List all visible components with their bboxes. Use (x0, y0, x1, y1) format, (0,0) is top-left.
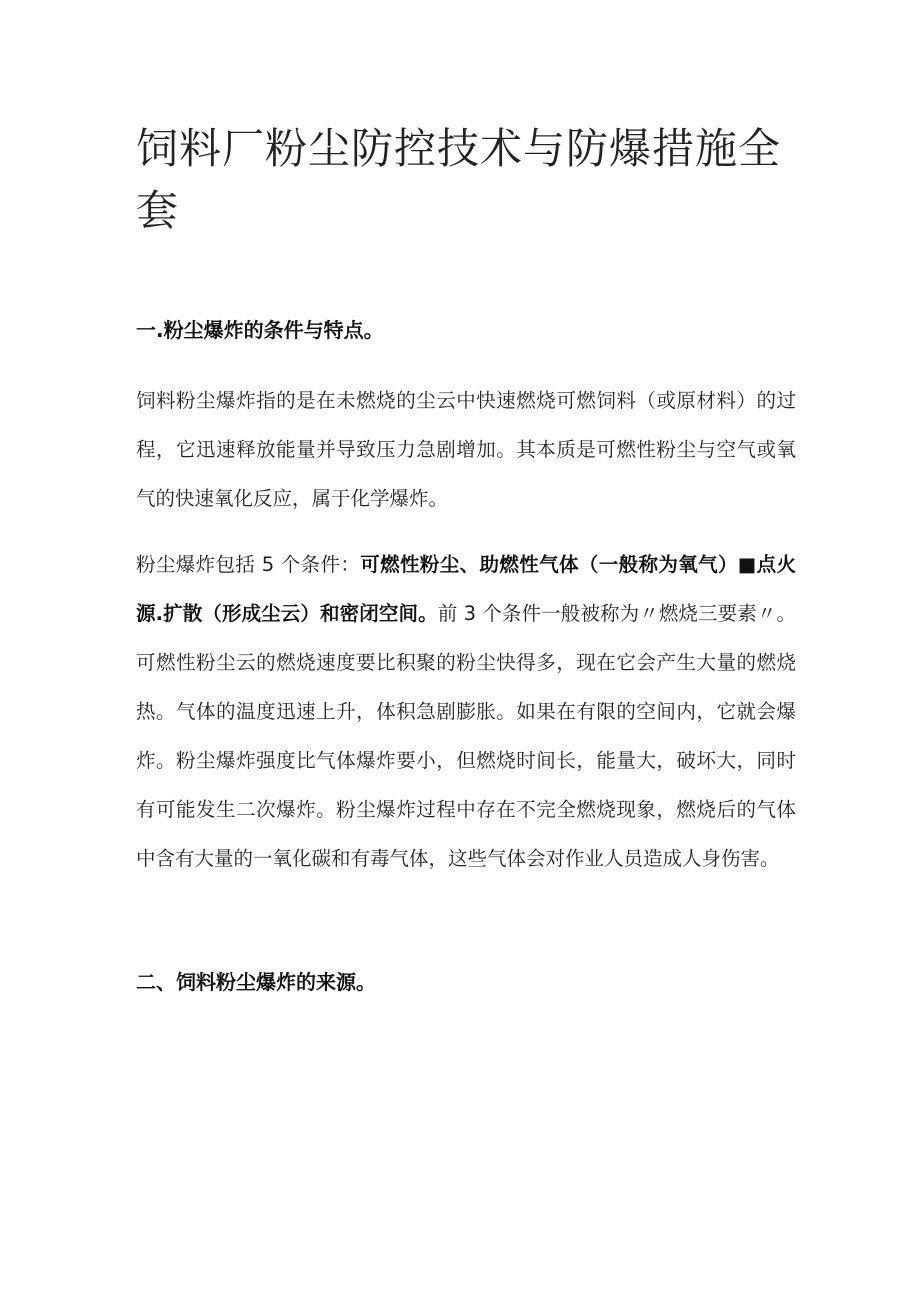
paragraph-definition: 饲料粉尘爆炸指的是在未燃烧的尘云中快速燃烧可燃饲料（或原材料）的过程，它迅速释放能量并导致压力急剧增加。其本质是可燃性粉尘与空气或氧气的快速氧化反应，属于化学爆炸。 (136, 389, 796, 510)
paragraph-conditions-rest: 前 3 个条件一般被称为〃燃烧三要素〃。可燃性粉尘云的燃烧速度要比积聚的粉尘快得多，现在它会产生大量的燃烧热。气体的温度迅速上升，体积急剧膨胀。如果在有限的空间内，它就会爆炸。粉尘爆炸强度比气体爆炸要小，但燃烧时间长，能量大，破坏大，同时有可能发生二次爆炸。粉尘爆炸过程中存在不完全燃烧现象，燃烧后的气体中含有大量的一氧化碳和有毒气体，这些气体会对作业人员造成人身伤害。 (136, 602, 796, 870)
paragraph-conditions-bold: 可燃性粉尘、助燃性气体（一般称为氧气）■点火源.扩散（形成尘云）和密闭空间。 (136, 553, 796, 625)
document-title: 饲料厂粉尘防控技术与防爆措施全套 (136, 124, 782, 235)
section-heading-1: 一.粉尘爆炸的条件与特点。 (136, 318, 384, 342)
paragraph-conditions-intro: 粉尘爆炸包括 5 个条件： (136, 553, 361, 576)
section-heading-2: 二、饲料粉尘爆炸的来源。 (136, 970, 376, 994)
paragraph-conditions (136, 540, 796, 883)
